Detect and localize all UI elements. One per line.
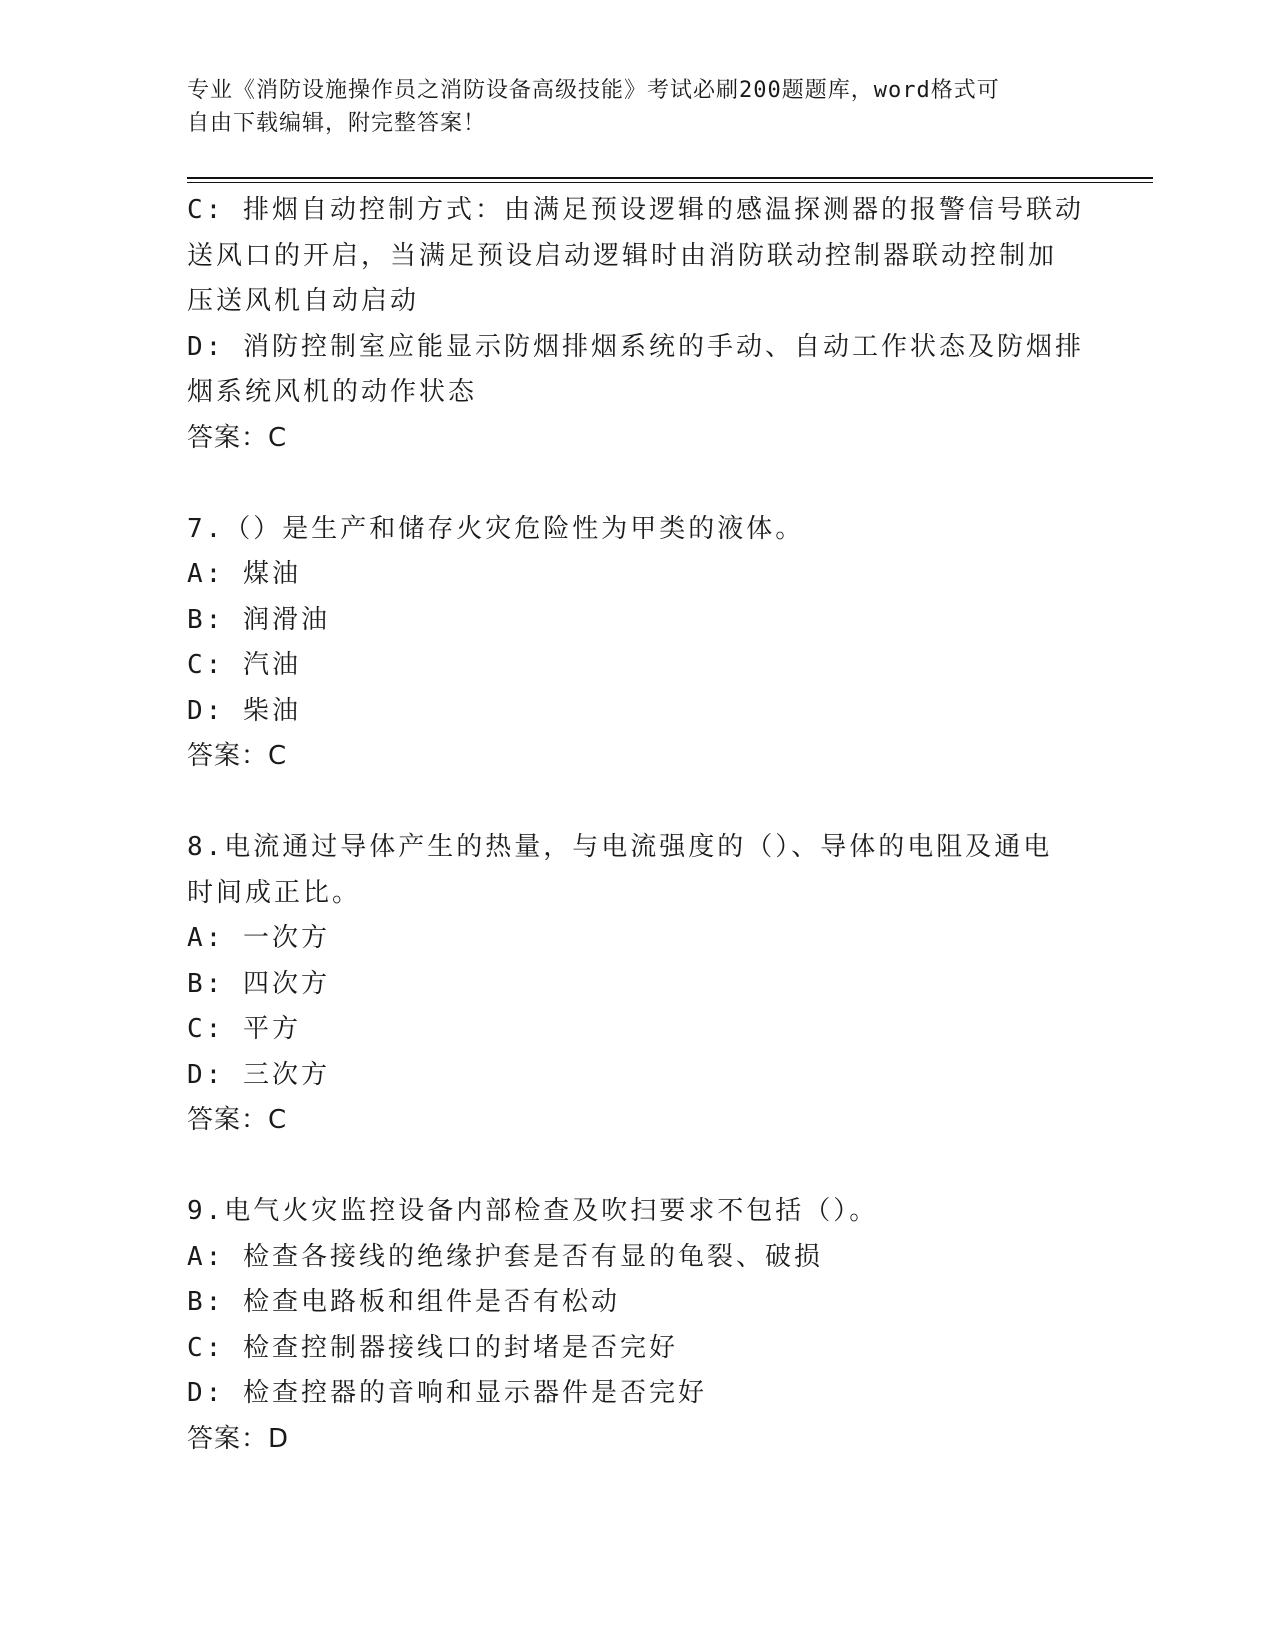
question-stem: 7.（）是生产和储存火灾危险性为甲类的液体。: [187, 513, 805, 544]
option-b: B: 检查电路板和组件是否有松动: [187, 1287, 620, 1317]
option-c: C: 汽油: [187, 650, 301, 680]
prev-question: [187, 188, 1084, 461]
option-b: B: 四次方: [187, 968, 330, 999]
option-c-line: 送风口的开启，当满足预设启动逻辑时由消防联动控制器联动控制加: [187, 240, 1058, 271]
option-c-line: 压送风机自动启动: [187, 286, 420, 316]
option-a: A: 煤油: [187, 559, 301, 589]
document-header: [187, 74, 1087, 140]
option-d-line: D: 消防控制室应能显示防烟排烟系统的手动、自动工作状态及防烟排: [187, 331, 1084, 362]
option-d: D: 检查控器的音响和显示器件是否完好: [187, 1378, 707, 1408]
header-rule-thin: [187, 182, 1153, 183]
option-b: B: 润滑油: [187, 604, 330, 635]
question-7: [187, 507, 1077, 780]
answer-line: 答案：C: [187, 741, 288, 771]
question-content: [187, 188, 1084, 1462]
option-d: D: 三次方: [187, 1059, 330, 1090]
option-d-line: 烟系统风机的动作状态: [187, 377, 478, 407]
question-stem: 9.电气火灾监控设备内部检查及吹扫要求不包括（）。: [187, 1196, 879, 1226]
question-stem: 时间成正比。: [187, 877, 362, 908]
header-line-1: 专业《消防设施操作员之消防设备高级技能》考试必刷200题题库，word格式可: [187, 78, 1000, 103]
question-8: [187, 825, 1077, 1144]
spacer: [187, 1144, 1077, 1190]
question-9: [187, 1189, 1077, 1462]
option-c: C: 检查控制器接线口的封堵是否完好: [187, 1332, 678, 1363]
header-rule-thick: [187, 177, 1153, 179]
option-c: C: 平方: [187, 1014, 301, 1044]
option-a: A: 一次方: [187, 923, 330, 953]
header-line-2: 自由下载编辑，附完整答案！: [187, 111, 487, 136]
answer-line: 答案：C: [187, 1105, 288, 1135]
spacer: [187, 780, 1077, 826]
option-c-line: C: 排烟自动控制方式：由满足预设逻辑的感温探测器的报警信号联动: [187, 195, 1084, 225]
option-a: A: 检查各接线的绝缘护套是否有显的龟裂、破损: [187, 1241, 823, 1272]
spacer: [187, 461, 1077, 507]
answer-line: 答案：C: [187, 422, 288, 453]
option-d: D: 柴油: [187, 695, 301, 726]
question-stem: 8.电流通过导体产生的热量，与电流强度的（）、导体的电阻及通电: [187, 832, 1053, 862]
answer-line: 答案：D: [187, 1423, 290, 1454]
